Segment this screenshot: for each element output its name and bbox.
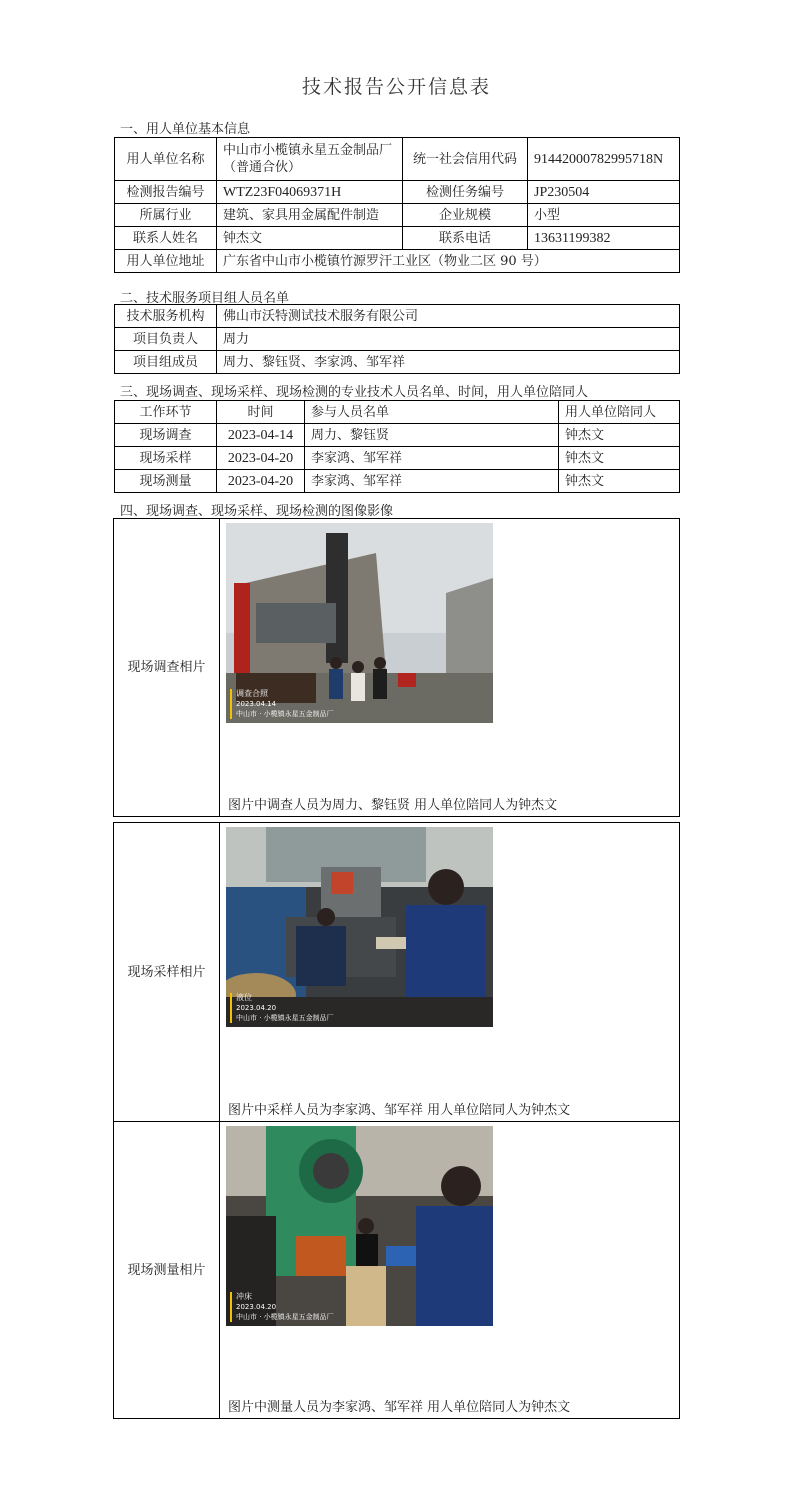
- table-row: [115, 328, 680, 351]
- table-header-row: [115, 401, 680, 424]
- label-contact: 联系人姓名: [115, 227, 217, 250]
- table-row: [115, 470, 680, 493]
- table-row: [115, 250, 680, 273]
- accompanier-cell: 钟杰文: [559, 470, 680, 493]
- photo-caption-survey: 图片中调查人员为周力、黎钰贤 用人单位陪同人为钟杰文: [228, 798, 558, 813]
- value-org: 佛山市沃特测试技术服务有限公司: [217, 305, 680, 328]
- label-credit-code: 统一社会信用代码: [403, 138, 528, 181]
- photo-table-survey: [113, 518, 680, 817]
- value-task-no: JP230504: [528, 181, 680, 204]
- label-industry: 所属行业: [115, 204, 217, 227]
- label-members: 项目组成员: [115, 351, 217, 374]
- header-participants: 参与人员名单: [305, 401, 559, 424]
- photo-cell-survey: [220, 519, 680, 817]
- table-row: [115, 305, 680, 328]
- value-report-no: WTZ23F04069371H: [217, 181, 403, 204]
- survey-photo: [226, 523, 493, 723]
- value-contact: 钟杰文: [217, 227, 403, 250]
- team-table: [114, 304, 680, 374]
- value-company-name: 中山市小榄镇永星五金制品厂（普通合伙）: [217, 138, 403, 181]
- photo-table-sampling-measurement: [113, 822, 680, 1419]
- time-cell: 2023-04-20: [217, 447, 305, 470]
- header-stage: 工作环节: [115, 401, 217, 424]
- section2-heading: 二、技术服务项目组人员名单: [120, 291, 290, 306]
- participants-cell: 李家鸿、邹军祥: [305, 470, 559, 493]
- value-scale: 小型: [528, 204, 680, 227]
- header-time: 时间: [217, 401, 305, 424]
- photo-label-sampling: 现场采样相片: [114, 823, 220, 1122]
- value-industry: 建筑、家具用金属配件制造: [217, 204, 403, 227]
- photo-label-measurement: 现场测量相片: [114, 1122, 220, 1419]
- label-scale: 企业规模: [403, 204, 528, 227]
- photo-cell-sampling: [220, 823, 680, 1122]
- photo-watermark: 液位 2023.04.20 中山市 · 小榄镇永星五金制品厂: [230, 993, 334, 1023]
- accompanier-cell: 钟杰文: [559, 424, 680, 447]
- table-row: [115, 138, 680, 181]
- measurement-photo: [226, 1126, 493, 1326]
- label-report-no: 检测报告编号: [115, 181, 217, 204]
- label-company-name: 用人单位名称: [115, 138, 217, 181]
- stage-cell: 现场调查: [115, 424, 217, 447]
- table-row: [115, 351, 680, 374]
- stage-cell: 现场测量: [115, 470, 217, 493]
- accompanier-cell: 钟杰文: [559, 447, 680, 470]
- table-row: [115, 227, 680, 250]
- table-row: [115, 424, 680, 447]
- stage-cell: 现场采样: [115, 447, 217, 470]
- photo-label-survey: 现场调查相片: [114, 519, 220, 817]
- photo-cell-measurement: [220, 1122, 680, 1419]
- label-address: 用人单位地址: [115, 250, 217, 273]
- table-row: [115, 204, 680, 227]
- header-accompanier: 用人单位陪同人: [559, 401, 680, 424]
- label-org: 技术服务机构: [115, 305, 217, 328]
- page-title: 技术报告公开信息表: [301, 76, 491, 98]
- photo-caption-measurement: 图片中测量人员为李家鸿、邹军祥 用人单位陪同人为钟杰文: [228, 1400, 571, 1415]
- photo-watermark: 调查合照 2023.04.14 中山市 · 小榄镇永星五金制品厂: [230, 689, 334, 719]
- section3-heading: 三、现场调查、现场采样、现场检测的专业技术人员名单、时间，用人单位陪同人: [120, 385, 589, 400]
- participants-cell: 周力、黎钰贤: [305, 424, 559, 447]
- fieldwork-table: [114, 400, 680, 493]
- sampling-photo: [226, 827, 493, 1027]
- label-leader: 项目负责人: [115, 328, 217, 351]
- participants-cell: 李家鸿、邹军祥: [305, 447, 559, 470]
- label-phone: 联系电话: [403, 227, 528, 250]
- label-task-no: 检测任务编号: [403, 181, 528, 204]
- value-leader: 周力: [217, 328, 680, 351]
- time-cell: 2023-04-20: [217, 470, 305, 493]
- photo-caption-sampling: 图片中采样人员为李家鸿、邹军祥 用人单位陪同人为钟杰文: [228, 1103, 571, 1118]
- table-row: [115, 181, 680, 204]
- value-phone: 13631199382: [528, 227, 680, 250]
- value-members: 周力、黎钰贤、李家鸿、邹军祥: [217, 351, 680, 374]
- value-address: 广东省中山市小榄镇竹源罗汗工业区（物业二区 90 号）: [217, 250, 680, 273]
- section4-heading: 四、现场调查、现场采样、现场检测的图像影像: [120, 504, 394, 519]
- section1-heading: 一、用人单位基本信息: [120, 122, 251, 137]
- company-info-table: [114, 137, 680, 273]
- time-cell: 2023-04-14: [217, 424, 305, 447]
- photo-watermark: 冲床 2023.04.20 中山市 · 小榄镇永星五金制品厂: [230, 1292, 334, 1322]
- value-credit-code: 91442000782995718N: [528, 138, 680, 181]
- table-row: [115, 447, 680, 470]
